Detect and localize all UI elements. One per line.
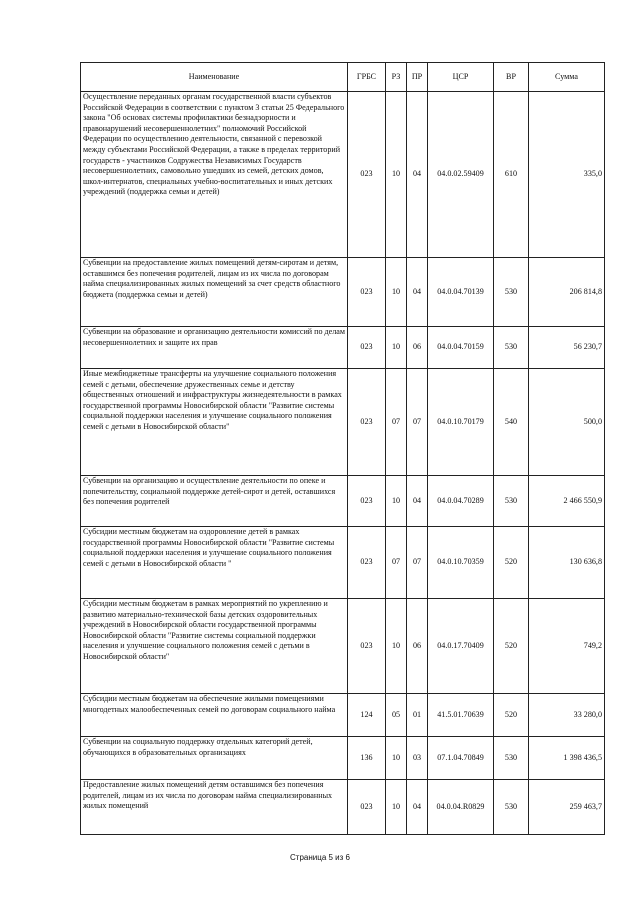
row-csr: 07.1.04.70849: [428, 737, 494, 780]
row-rz: 07: [386, 527, 407, 599]
row-csr: 04.0.10.70179: [428, 369, 494, 476]
table-row: [81, 369, 605, 476]
row-vr: 520: [494, 694, 529, 737]
table-row: [81, 327, 605, 369]
table-header-row: [81, 63, 605, 92]
row-sum: 1 398 436,5: [529, 737, 605, 780]
row-grbs: 023: [348, 780, 386, 835]
row-csr: 04.0.10.70359: [428, 527, 494, 599]
page-number: Страница 5 из 6: [290, 853, 350, 862]
row-pr: 04: [407, 476, 428, 527]
row-grbs: 136: [348, 737, 386, 780]
budget-table: [80, 62, 605, 835]
row-rz: 10: [386, 780, 407, 835]
row-sum: 56 230,7: [529, 327, 605, 369]
row-name: Субвенции на организацию и осуществление деятельности по опеке и попечительству, социальной поддержке детей-сирот и детей, оставшихся без попечения родителей: [81, 476, 348, 527]
header-grbs: ГРБС: [348, 63, 386, 92]
row-vr: 610: [494, 92, 529, 258]
row-sum: 259 463,7: [529, 780, 605, 835]
row-sum: 33 280,0: [529, 694, 605, 737]
row-rz: 10: [386, 92, 407, 258]
row-rz: 10: [386, 737, 407, 780]
row-name: Субвенции на социальную поддержку отдельных категорий детей, обучающихся в образовательных организациях: [81, 737, 348, 780]
table-row: [81, 258, 605, 327]
row-name: Осуществление переданных органам государственной власти субъектов Российской Федерации в соответствии с пунктом 3 статьи 25 Федерального закона "Об основах системы профилактики безнадзорности и правонарушений несовершеннолетних" полномочий Российской Федерации по осуществлению деятельности, связанной с перевозкой между субъектами Российской Федерации, а также в пределах территорий государств - участников Содружества Независимых Государств несовершеннолетних, самовольно ушедших из семей, детских домов, школ-интернатов, специальных учебно-воспитательных и иных детских учреждений (поддержка семьи и детей): [81, 92, 348, 258]
row-rz: 07: [386, 369, 407, 476]
row-pr: 06: [407, 327, 428, 369]
header-vr: ВР: [494, 63, 529, 92]
row-name: Иные межбюджетные трансферты на улучшение социального положения семей с детьми, обеспечение дружественных семье и детству общественных отношений и инфраструктуры жизнедеятельности в рамках государственной программы Новосибирской области "Развитие системы социальной поддержки населения и улучшение социального положения семей с детьми в Новосибирской области": [81, 369, 348, 476]
row-vr: 520: [494, 527, 529, 599]
row-sum: 500,0: [529, 369, 605, 476]
row-vr: 520: [494, 599, 529, 694]
row-sum: 335,0: [529, 92, 605, 258]
row-name: Субсидии местным бюджетам в рамках мероприятий по укреплению и развитию материально-технической базы детских оздоровительных учреждений в Новосибирской области государственной программы Новосибирской области "Развитие системы социальной поддержки населения и улучшение социального положения семей с детьми в Новосибирской области": [81, 599, 348, 694]
header-pr: ПР: [407, 63, 428, 92]
table-row: [81, 780, 605, 835]
row-sum: 130 636,8: [529, 527, 605, 599]
row-name: Субсидии местным бюджетам на обеспечение жилыми помещениями многодетных малообеспеченных семей по договорам социального найма: [81, 694, 348, 737]
table-row: [81, 92, 605, 258]
row-grbs: 124: [348, 694, 386, 737]
row-grbs: 023: [348, 92, 386, 258]
row-rz: 10: [386, 476, 407, 527]
row-rz: 05: [386, 694, 407, 737]
row-name: Предоставление жилых помещений детям оставшимся без попечения родителей, лицам из их числа по договорам найма специализированных жилых помещений: [81, 780, 348, 835]
row-pr: 01: [407, 694, 428, 737]
row-pr: 03: [407, 737, 428, 780]
row-csr: 04.0.04.70159: [428, 327, 494, 369]
row-vr: 530: [494, 258, 529, 327]
row-pr: 07: [407, 527, 428, 599]
table-row: [81, 527, 605, 599]
row-pr: 06: [407, 599, 428, 694]
row-sum: 2 466 550,9: [529, 476, 605, 527]
row-rz: 10: [386, 599, 407, 694]
row-csr: 04.0.02.59409: [428, 92, 494, 258]
table-row: [81, 737, 605, 780]
row-pr: 04: [407, 92, 428, 258]
row-name: Субвенции на предоставление жилых помещений детям-сиротам и детям, оставшимся без попечения родителей, лицам из их числа по договорам найма специализированных жилых помещений за счет средств областного бюджета (поддержка семьи и детей): [81, 258, 348, 327]
row-csr: 04.0.04.70139: [428, 258, 494, 327]
table-row: [81, 476, 605, 527]
row-sum: 749,2: [529, 599, 605, 694]
header-sum: Сумма: [529, 63, 605, 92]
header-rz: РЗ: [386, 63, 407, 92]
row-vr: 530: [494, 476, 529, 527]
row-csr: 04.0.04.R0829: [428, 780, 494, 835]
row-grbs: 023: [348, 476, 386, 527]
row-pr: 04: [407, 780, 428, 835]
row-vr: 530: [494, 780, 529, 835]
row-pr: 04: [407, 258, 428, 327]
row-pr: 07: [407, 369, 428, 476]
row-name: Субсидии местным бюджетам на оздоровление детей в рамках государственной программы Новосибирской области "Развитие системы социальной поддержки населения и улучшение социального положения семей с детьми в Новосибирской области ": [81, 527, 348, 599]
row-grbs: 023: [348, 527, 386, 599]
row-rz: 10: [386, 258, 407, 327]
row-name: Субвенции на образование и организацию деятельности комиссий по делам несовершеннолетних и защите их прав: [81, 327, 348, 369]
row-vr: 540: [494, 369, 529, 476]
row-grbs: 023: [348, 327, 386, 369]
table-row: [81, 599, 605, 694]
row-grbs: 023: [348, 369, 386, 476]
row-csr: 04.0.17.70409: [428, 599, 494, 694]
row-csr: 41.5.01.70639: [428, 694, 494, 737]
row-csr: 04.0.04.70289: [428, 476, 494, 527]
row-sum: 206 814,8: [529, 258, 605, 327]
header-csr: ЦСР: [428, 63, 494, 92]
header-name: Наименование: [81, 63, 348, 92]
row-rz: 10: [386, 327, 407, 369]
row-grbs: 023: [348, 599, 386, 694]
row-vr: 530: [494, 327, 529, 369]
table-row: [81, 694, 605, 737]
row-vr: 530: [494, 737, 529, 780]
row-grbs: 023: [348, 258, 386, 327]
